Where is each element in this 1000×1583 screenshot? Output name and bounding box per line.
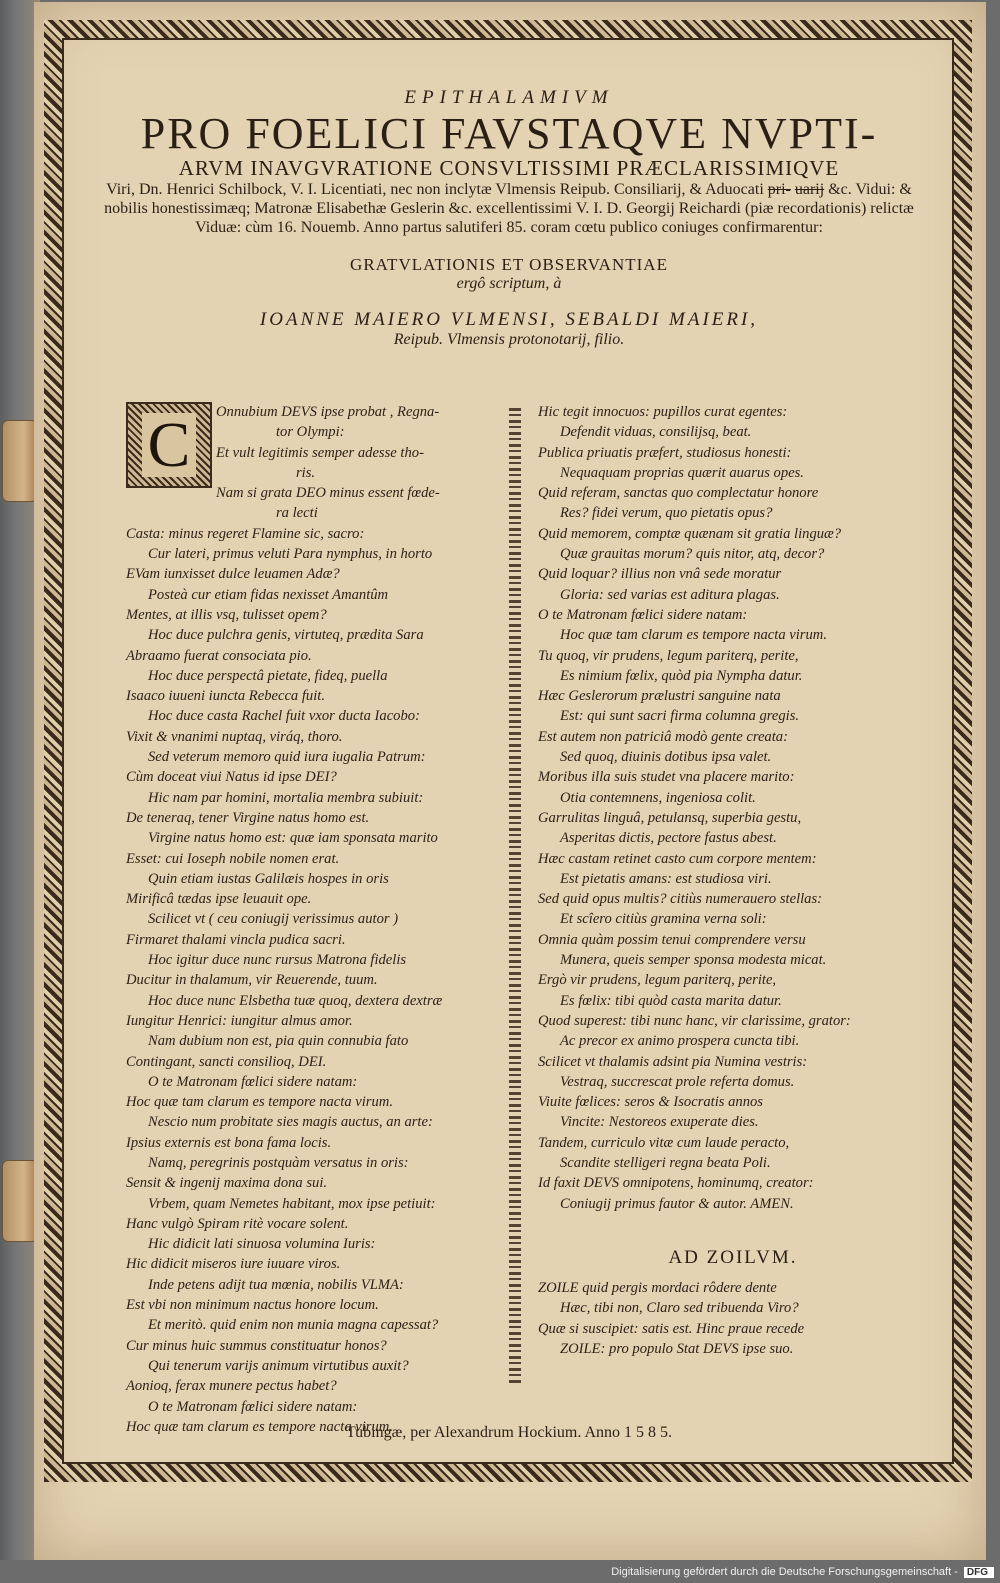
verse-line: Quæ grauitas morum? quis nitor, atq, decor? — [560, 546, 825, 563]
verse-line: ra lecti — [276, 505, 318, 522]
verse-line: Gloria: sed varias est aditura plagas. — [560, 586, 780, 603]
verse-line: Scilicet vt thalamis adsint pia Numina vestris: — [538, 1053, 808, 1070]
verse-line: Hanc vulgò Spiram ritè vocare solent. — [126, 1215, 349, 1232]
verse-line: Namq, peregrinis postquàm versatus in oris: — [148, 1154, 409, 1171]
author-line: IOANNE MAIERO VLMENSI, SEBALDI MAIERI, — [259, 309, 759, 330]
verse-line: Et meritò. quid enim non munia magna capessat? — [148, 1317, 439, 1334]
dedication-paragraph — [86, 180, 932, 237]
initial-letter: C — [142, 413, 197, 477]
verse-line: Virgine natus homo est: quæ iam sponsata marito — [148, 830, 438, 847]
verse-line: Quod superest: tibi nunc hanc, vir clarissime, grator: — [538, 1012, 851, 1029]
verse-line: Vestraq, succrescat prole referta domus. — [560, 1073, 795, 1090]
poem-columns — [86, 402, 932, 1442]
verse-line: Contingant, sancti consilioq, DEI. — [126, 1053, 327, 1070]
verse-line: Hoc quæ tam clarum es tempore nacta virum. — [126, 1094, 393, 1111]
verse-line: Ducitur in thalamum, vir Reuerende, tuum. — [126, 972, 378, 989]
verse-line: Tandem, curriculo vitæ cum laude peracto, — [538, 1134, 790, 1151]
verse-line: Id faxit DEVS omnipotens, hominumq, creator: — [538, 1175, 814, 1192]
verse-line: Hic didicit lati sinuosa volumina Iuris: — [148, 1236, 376, 1253]
dfg-logo: DFG — [964, 1567, 994, 1578]
verse-line: Hic didicit miseros iure iuuare viros. — [126, 1256, 341, 1273]
verse-line: Defendit viduas, consilijsq, beat. — [560, 424, 752, 441]
verse-line: Qui tenerum varijs animum virtutibus auxit? — [148, 1357, 409, 1374]
sheet-content — [86, 62, 932, 1462]
verse-line: ZOILE: pro populo Stat DEVS ipse suo. — [560, 1341, 794, 1358]
right-poem-lines — [538, 402, 928, 1214]
verse-line: Nescio num probitate sies magis auctus, an arte: — [148, 1114, 433, 1131]
verse-line: Hic nam par homini, mortalia membra subiuit: — [148, 789, 424, 806]
verse-line: ZOILE quid pergis mordaci rôdere dente — [538, 1280, 777, 1297]
verse-line: Hoc duce casta Rachel fuit vxor ducta Iacobo: — [148, 708, 420, 725]
verse-line: Mirificâ tædas ipse leuauit ope. — [126, 891, 312, 908]
verse-line: Est: qui sunt sacri firma columna gregis. — [560, 708, 800, 725]
verse-line: Abraamo fuerat consociata pio. — [126, 647, 312, 664]
verse-line: Moribus illa suis studet vna placere marito: — [538, 769, 795, 786]
verse-line: Ac precor ex animo prospera cuncta tibi. — [560, 1033, 800, 1050]
verse-line: Sensit & ingenij maxima dona sui. — [126, 1175, 328, 1192]
verse-line: Hoc duce nunc Elsbetha tuæ quoq, dextera dextræ — [148, 992, 443, 1009]
verse-line: Nam dubium non est, pia quin connubia fato — [148, 1033, 409, 1050]
verse-line: Es fœlix: tibi quòd casta marita datur. — [560, 992, 782, 1009]
verse-line: Hoc duce perspectâ pietate, fideq, puella — [148, 667, 388, 684]
verse-line: Scandite stelligeri regna beata Poli. — [560, 1154, 771, 1171]
verse-line: Sed veterum memoro quid iura iugalia Patrum: — [148, 749, 426, 766]
verse-line: Quid memorem, comptæ quænam sit gratia linguæ? — [538, 525, 842, 542]
verse-line: Hoc duce pulchra genis, virtuteq, prædita Sara — [148, 627, 424, 644]
verse-line: Iungitur Henrici: iungitur almus amor. — [126, 1012, 353, 1029]
verse-line: ris. — [296, 464, 316, 481]
binding-tab — [2, 420, 38, 502]
digitization-footer — [0, 1566, 1000, 1583]
verse-line: Publica priuatis præfert, studiosus honesti: — [538, 444, 792, 461]
verse-line: EVam iunxisset dulce leuamen Adæ? — [126, 566, 340, 583]
verse-line: Hoc quæ tam clarum es tempore nacta virum. — [560, 627, 827, 644]
verse-line: Aonioq, ferax munere pectus habet? — [126, 1378, 337, 1395]
right-column — [538, 402, 928, 1359]
verse-line: Garrulitas linguâ, petulansq, superbia gestu, — [538, 809, 802, 826]
verse-line: Casta: minus regeret Flamine sic, sacro: — [126, 525, 365, 542]
verse-line: Quin etiam iustas Galilæis hospes in oris — [148, 870, 389, 887]
verse-line: Res? fidei verum, quo pietatis opus? — [560, 505, 773, 522]
verse-line: Nequaquam proprias quærit auarus opes. — [560, 464, 804, 481]
verse-line: Ergò vir prudens, legum pariterq, perite, — [538, 972, 777, 989]
ergo-line: ergô scriptum, à — [456, 275, 562, 292]
verse-line: Quæ si suscipiet: satis est. Hinc praue recede — [538, 1320, 805, 1337]
footer-text: Digitalisierung gefördert durch die Deutsche Forschungsgemeinschaft - — [611, 1566, 958, 1578]
struck-text-1: pri- — [767, 181, 791, 198]
verse-line: Onnubium DEVS ipse probat , Regna- — [216, 404, 440, 420]
verse-line: Hæc castam retinet casto cum corpore mentem: — [538, 850, 817, 867]
verse-line: Vincite: Nestoreos exuperate dies. — [560, 1114, 759, 1131]
verse-line: Vrbem, quam Nemetes habitant, mox ipse petiuit: — [148, 1195, 436, 1212]
verse-line: Hæc Geslerorum prælustri sanguine nata — [538, 688, 781, 705]
verse-line: Sed quoq, diuinis dotibus ipsa valet. — [560, 749, 772, 766]
verse-line: Et vult legitimis semper adesse tho- — [216, 444, 424, 461]
verse-line: Est autem non patriciâ modò gente creata: — [538, 728, 788, 745]
dedication-part-b: &c. Vidui: & nobilis honestissimæq; Matronæ Elisabethæ Geslerin &c. excellentissimi V. I. D. Georgij Reichardi (piæ recordationis) relictæ Viduæ: cùm 16. Nouemb. Anno partus salutiferi 85. coram cœtu publico coniuges confirmarentur: — [104, 181, 914, 236]
binding-tab — [2, 1160, 38, 1242]
verse-line: De teneraq, tener Virgine natus homo est. — [126, 809, 370, 826]
zoilus-heading: AD ZOILVM. — [668, 1246, 798, 1268]
column-divider — [509, 408, 521, 1383]
verse-line: Est vbi non minimum nactus honore locum. — [126, 1297, 379, 1314]
verse-line: Isaaco iuueni iuncta Rebecca fuit. — [126, 688, 325, 705]
verse-line: Asperitas dictis, pectore fastus abest. — [560, 830, 777, 847]
verse-line: tor Olympi: — [276, 424, 345, 441]
verse-line: Viuite fœlices: seros & Isocratis annos — [538, 1094, 763, 1111]
epithalamium-heading: EPITHALAMIVM — [404, 87, 614, 108]
verse-line: Omnia quàm possim tenui comprendere versu — [538, 931, 806, 948]
verse-line: Cur minus huic summus constituatur honos? — [126, 1337, 387, 1354]
verse-line: Mentes, at illis vsq, tulisset opem? — [126, 606, 327, 623]
printed-sheet — [34, 2, 986, 1560]
verse-line: Firmaret thalami vincla pudica sacri. — [126, 931, 346, 948]
verse-line: Es nimium fœlix, quòd pia Nympha datur. — [560, 667, 803, 684]
verse-line: Vixit & vnanimi nuptaq, viráq, thoro. — [126, 728, 343, 745]
verse-line: Munera, queis semper sponsa modesta micat. — [560, 952, 827, 969]
verse-line: Nam si grata DEO minus essent fœde- — [216, 485, 440, 502]
gratulation-heading: GRATVLATIONIS ET OBSERVANTIAE — [350, 255, 668, 274]
verse-line: Est pietatis amans: est studiosa viri. — [560, 870, 772, 887]
title-line-1: PRO FOELICI FAVSTAQVE NVPTI- — [140, 109, 878, 158]
verse-line: Scilicet vt ( ceu coniugij verissimus autor ) — [148, 911, 399, 928]
zoilus-poem — [538, 1278, 928, 1359]
verse-line: Hic tegit innocuos: pupillos curat egentes: — [538, 404, 788, 420]
verse-line: Esset: cui Ioseph nobile nomen erat. — [126, 850, 340, 867]
verse-line: Inde petens adijt tua mœnia, nobilis VLMA: — [148, 1276, 404, 1293]
verse-line: Et scîero citiùs gramina verna soli: — [560, 911, 767, 928]
title-line-2: ARVM INAVGVRATIONE CONSVLTISSIMI PRÆCLARISSIMIQVE — [178, 156, 840, 180]
verse-line: Cur lateri, primus veluti Para nymphus, in horto — [148, 546, 433, 563]
verse-line: Otia contemnens, ingeniosa colit. — [560, 789, 756, 806]
decorated-initial — [126, 402, 212, 488]
verse-line: Coniugij primus fautor & autor. AMEN. — [560, 1195, 794, 1212]
verse-line: Hoc quæ tam clarum es tempore nacta virum. — [126, 1418, 393, 1435]
verse-line: Hoc igitur duce nunc rursus Matrona fidelis — [148, 952, 407, 969]
verse-line: Sed quid opus multis? citiùs numerauero stellas: — [538, 891, 823, 908]
verse-line: Cùm doceat viui Natus id ipse DEI? — [126, 769, 337, 786]
verse-line: Ipsius externis est bona fama locis. — [126, 1134, 332, 1151]
struck-text-2: uarij — [794, 181, 825, 198]
verse-line: O te Matronam fœlici sidere natam: — [148, 1398, 358, 1415]
verse-line: Tu quoq, vir prudens, legum pariterq, perite, — [538, 647, 799, 664]
verse-line: O te Matronam fœlici sidere natam: — [148, 1073, 358, 1090]
verse-line: Posteà cur etiam fidas nexisset Amantûm — [148, 586, 389, 603]
dedication-part-a: Viri, Dn. Henrici Schilbock, V. I. Licentiati, nec non inclytæ Vlmensis Reipub. Consiliarij, & Aduocati — [106, 181, 764, 198]
author-affiliation: Reipub. Vlmensis protonotarij, filio. — [393, 331, 625, 348]
verse-line: Quid referam, sanctas quo complectatur honore — [538, 485, 819, 502]
verse-line: Hæc, tibi non, Claro sed tribuenda Viro? — [560, 1300, 799, 1317]
verse-line: O te Matronam fœlici sidere natam: — [538, 606, 748, 623]
printer-colophon: Tubingæ, per Alexandrum Hockium. Anno 1 5 8 5. — [345, 1424, 673, 1441]
left-column — [126, 402, 506, 1437]
verse-line: Quid loquar? illius non vnâ sede moratur — [538, 566, 782, 583]
